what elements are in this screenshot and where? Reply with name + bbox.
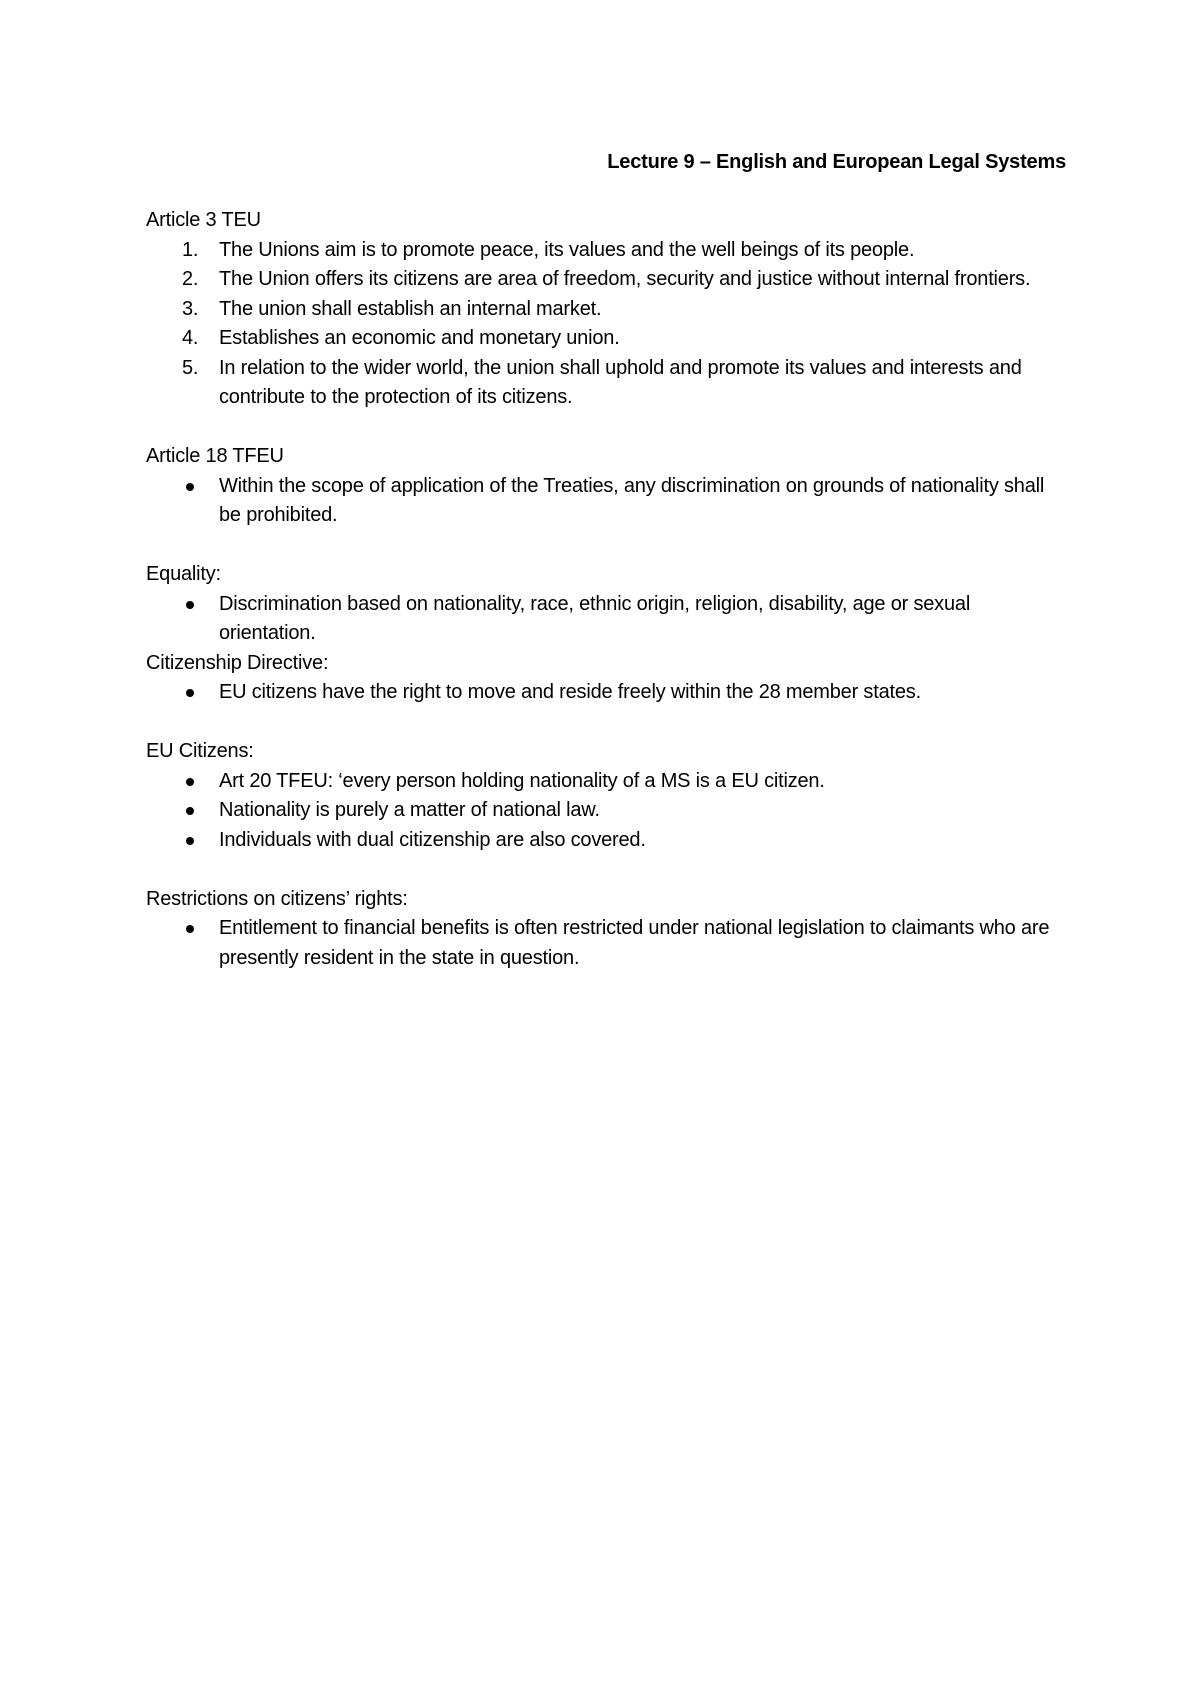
bullet-icon [186, 778, 194, 786]
list-item [146, 295, 1066, 325]
bullet-list [146, 590, 1066, 649]
bullet-icon [186, 601, 194, 609]
list-item-text: Art 20 TFEU: ‘every person holding nationality of a MS is a EU citizen. [219, 769, 825, 792]
list-item [146, 826, 1066, 856]
list-item-text: EU citizens have the right to move and reside freely within the 28 member states. [219, 681, 921, 703]
section-heading: Equality: [146, 563, 221, 585]
section-eu-citizens [146, 737, 1066, 855]
bullet-icon [186, 807, 194, 815]
bullet-list [146, 914, 1066, 973]
list-item [146, 590, 1066, 649]
list-number: 1. [182, 238, 199, 261]
list-item [146, 914, 1066, 973]
list-number: 2. [182, 268, 199, 290]
list-item [146, 678, 1066, 708]
list-item-text: Individuals with dual citizenship are also covered. [219, 828, 646, 851]
list-number: 5. [182, 356, 199, 379]
section-heading: Citizenship Directive: [146, 651, 329, 674]
bullet-list [146, 767, 1066, 856]
section-article-18-tfeu [146, 442, 1066, 531]
list-item-text: In relation to the wider world, the union shall uphold and promote its values and interests and contribute to the protection of its citizens. [219, 356, 1022, 408]
list-item [146, 265, 1066, 295]
list-item [146, 767, 1066, 797]
list-item-text: Entitlement to financial benefits is often restricted under national legislation to claimants who are presently resident in the state in question. [219, 917, 1050, 969]
section-restrictions [146, 885, 1066, 974]
section-heading: Article 18 TFEU [146, 445, 284, 467]
bullet-list [146, 472, 1066, 531]
list-item-text: Nationality is purely a matter of national law. [219, 799, 600, 821]
section-article-3-teu [146, 206, 1066, 413]
list-item-text: Within the scope of application of the Treaties, any discrimination on grounds of nationality shall be prohibited. [219, 474, 1045, 526]
list-item [146, 324, 1066, 354]
bullet-list [146, 678, 1066, 708]
section-heading: EU Citizens: [146, 740, 254, 762]
bullet-icon [186, 689, 194, 697]
list-number: 4. [182, 327, 199, 349]
bullet-icon [186, 837, 194, 845]
document-title: Lecture 9 – English and European Legal Systems [607, 151, 1066, 173]
bullet-icon [186, 483, 194, 491]
section-equality [146, 560, 1066, 649]
numbered-list [146, 236, 1066, 413]
bullet-icon [186, 925, 194, 933]
list-item-text: The Union offers its citizens are area of freedom, security and justice without internal frontiers. [219, 268, 1031, 290]
list-item [146, 796, 1066, 826]
document-body [146, 206, 1066, 973]
section-heading: Restrictions on citizens’ rights: [146, 887, 408, 910]
list-item-text: Establishes an economic and monetary union. [219, 327, 620, 349]
list-item [146, 472, 1066, 531]
list-item-text: The union shall establish an internal market. [219, 297, 602, 320]
list-item-text: Discrimination based on nationality, race, ethnic origin, religion, disability, age or sexual orientation. [219, 592, 971, 644]
list-item-text: The Unions aim is to promote peace, its values and the well beings of its people. [219, 238, 915, 261]
section-heading: Article 3 TEU [146, 209, 261, 231]
list-item [146, 354, 1066, 413]
list-number: 3. [182, 297, 199, 320]
section-citizenship-directive [146, 649, 1066, 708]
list-item [146, 236, 1066, 266]
